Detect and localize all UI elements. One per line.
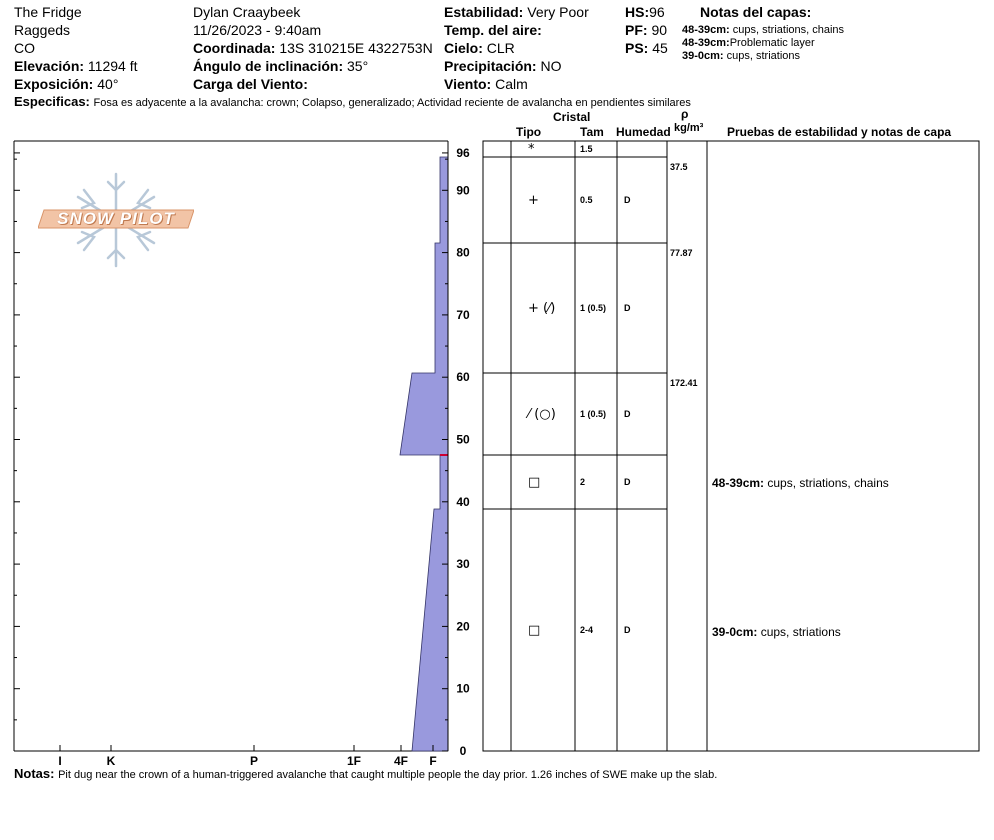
tests-header: Pruebas de estabilidad y notas de capa [727, 125, 952, 139]
depth-tick-label: 40 [456, 494, 470, 509]
density: 172.41 [670, 378, 698, 388]
depth-tick-label: 10 [456, 681, 470, 696]
state: CO [14, 40, 35, 56]
aspect-label: Exposición: [14, 76, 94, 92]
wind-label: Viento: [444, 76, 492, 92]
layer-notes-title: Notas del capas: [700, 4, 812, 20]
moisture: D [624, 409, 631, 419]
hardness-tick-label: 4F [393, 754, 409, 768]
slope-value: 35° [347, 58, 369, 74]
grain-size: 1.5 [580, 144, 593, 154]
hardness-tick-label: P [249, 754, 259, 768]
air-temp-label: Temp. del aire: [444, 22, 542, 38]
layer-test-note-text: cups, striations [760, 625, 841, 639]
precip-value: NO [540, 58, 562, 74]
layer-note-text: Problematic layer [729, 37, 815, 49]
depth-tick-label: 96 [456, 145, 470, 160]
hardness-tick-label: I [58, 754, 62, 768]
sky-label: Cielo: [444, 40, 483, 56]
pf-label: PF: [625, 22, 648, 38]
moisture: D [624, 477, 631, 487]
aspect-value: 40° [97, 76, 119, 92]
layer-test-note-range: 48-39cm: [712, 476, 768, 490]
layer-note-range: 39-0cm: [682, 50, 724, 62]
specifics-value: Fosa es adyacente a la avalancha: crown; Colapso, generalizado; Actividad reciente de avalancha en pendientes similares [93, 97, 691, 109]
ps-label: PS: [625, 40, 649, 56]
layer-test-note-text: cups, striations, chains [767, 476, 889, 490]
layer-test-note [712, 625, 841, 639]
depth-tick-label: 90 [456, 183, 470, 198]
density: 77.87 [670, 248, 693, 258]
grain-type-symbol: □ [528, 623, 541, 638]
datetime: 11/26/2023 - 9:40am [193, 22, 322, 38]
rho-header: ρ [681, 107, 689, 121]
type-header: Tipo [516, 125, 542, 139]
hardness-tick-label: 1F [346, 754, 362, 768]
grain-type-symbol: * [528, 142, 535, 157]
notes [14, 766, 717, 781]
hardness-tick-label: F [429, 754, 437, 768]
stability-value: Very Poor [527, 4, 589, 20]
slope-label: Ángulo de inclinación: [193, 58, 344, 74]
layer-table-frame [483, 141, 979, 751]
density: 37.5 [670, 162, 688, 172]
grain-size: 2 [580, 477, 586, 487]
size-header: Tam [580, 125, 604, 139]
hs-label: HS: [625, 4, 650, 20]
elevation-value: 11294 ft [87, 58, 138, 74]
grain-type-symbol: ⁄ (○) [528, 407, 556, 422]
location: The Fridge [14, 4, 82, 20]
depth-tick-label: 70 [456, 307, 470, 322]
humidity-header: Humedad [616, 125, 671, 139]
grain-size: 1 (0.5) [580, 303, 607, 313]
layer-note-range: 48-39cm: [682, 24, 730, 36]
depth-tick-label: 30 [456, 557, 470, 572]
density-unit-header: kg/m³ [674, 122, 704, 134]
observer: Dylan Craaybeek [193, 4, 301, 20]
wind-load-label: Carga del Viento: [193, 76, 308, 92]
ps-value: 45 [652, 40, 668, 56]
hs-value: 96 [649, 4, 665, 20]
layer-note-range: 48-39cm: [682, 37, 730, 49]
layer-test-note [712, 476, 889, 490]
grain-type-symbol: □ [528, 475, 541, 490]
notes-value: Pit dug near the crown of a human-triggered avalanche that caught multiple people the day prior. 1.26 inches of SWE make up the slab. [58, 769, 718, 781]
precip-label: Precipitación: [444, 58, 537, 74]
coord-label: Coordinada: [193, 40, 276, 56]
moisture: D [624, 195, 631, 205]
notes-label: Notas: [14, 766, 55, 781]
depth-tick-label: 60 [456, 370, 470, 385]
range: Raggeds [14, 22, 71, 38]
grain-type-symbol: + (⁄) [528, 301, 556, 316]
wind-value: Calm [495, 76, 528, 92]
grain-size: 1 (0.5) [580, 409, 607, 419]
coord-value: 13S 310215E 4322753N [279, 40, 433, 56]
grain-type-symbol: + [528, 193, 539, 208]
moisture: D [624, 303, 631, 313]
layer-note-text: cups, striations [726, 50, 801, 62]
specifics-label: Especificas: [14, 94, 90, 109]
depth-tick-label: 0 [459, 744, 467, 758]
crystal-header: Cristal [553, 110, 591, 124]
pf-value: 90 [651, 22, 668, 38]
sky-value: CLR [486, 40, 515, 56]
elevation-label: Elevación: [14, 58, 85, 74]
depth-tick-label: 20 [456, 619, 470, 634]
layer-note-text: cups, striations, chains [732, 24, 845, 36]
depth-tick-label: 80 [456, 245, 470, 260]
logo-text: SNOW PILOT [57, 209, 175, 228]
grain-size: 0.5 [580, 195, 593, 205]
stability-label: Estabilidad: [444, 4, 524, 20]
hardness-tick-label: K [106, 754, 116, 768]
moisture: D [624, 625, 631, 635]
depth-tick-label: 50 [456, 432, 470, 447]
grain-size: 2-4 [580, 625, 594, 635]
layer-test-note-range: 39-0cm: [712, 625, 761, 639]
